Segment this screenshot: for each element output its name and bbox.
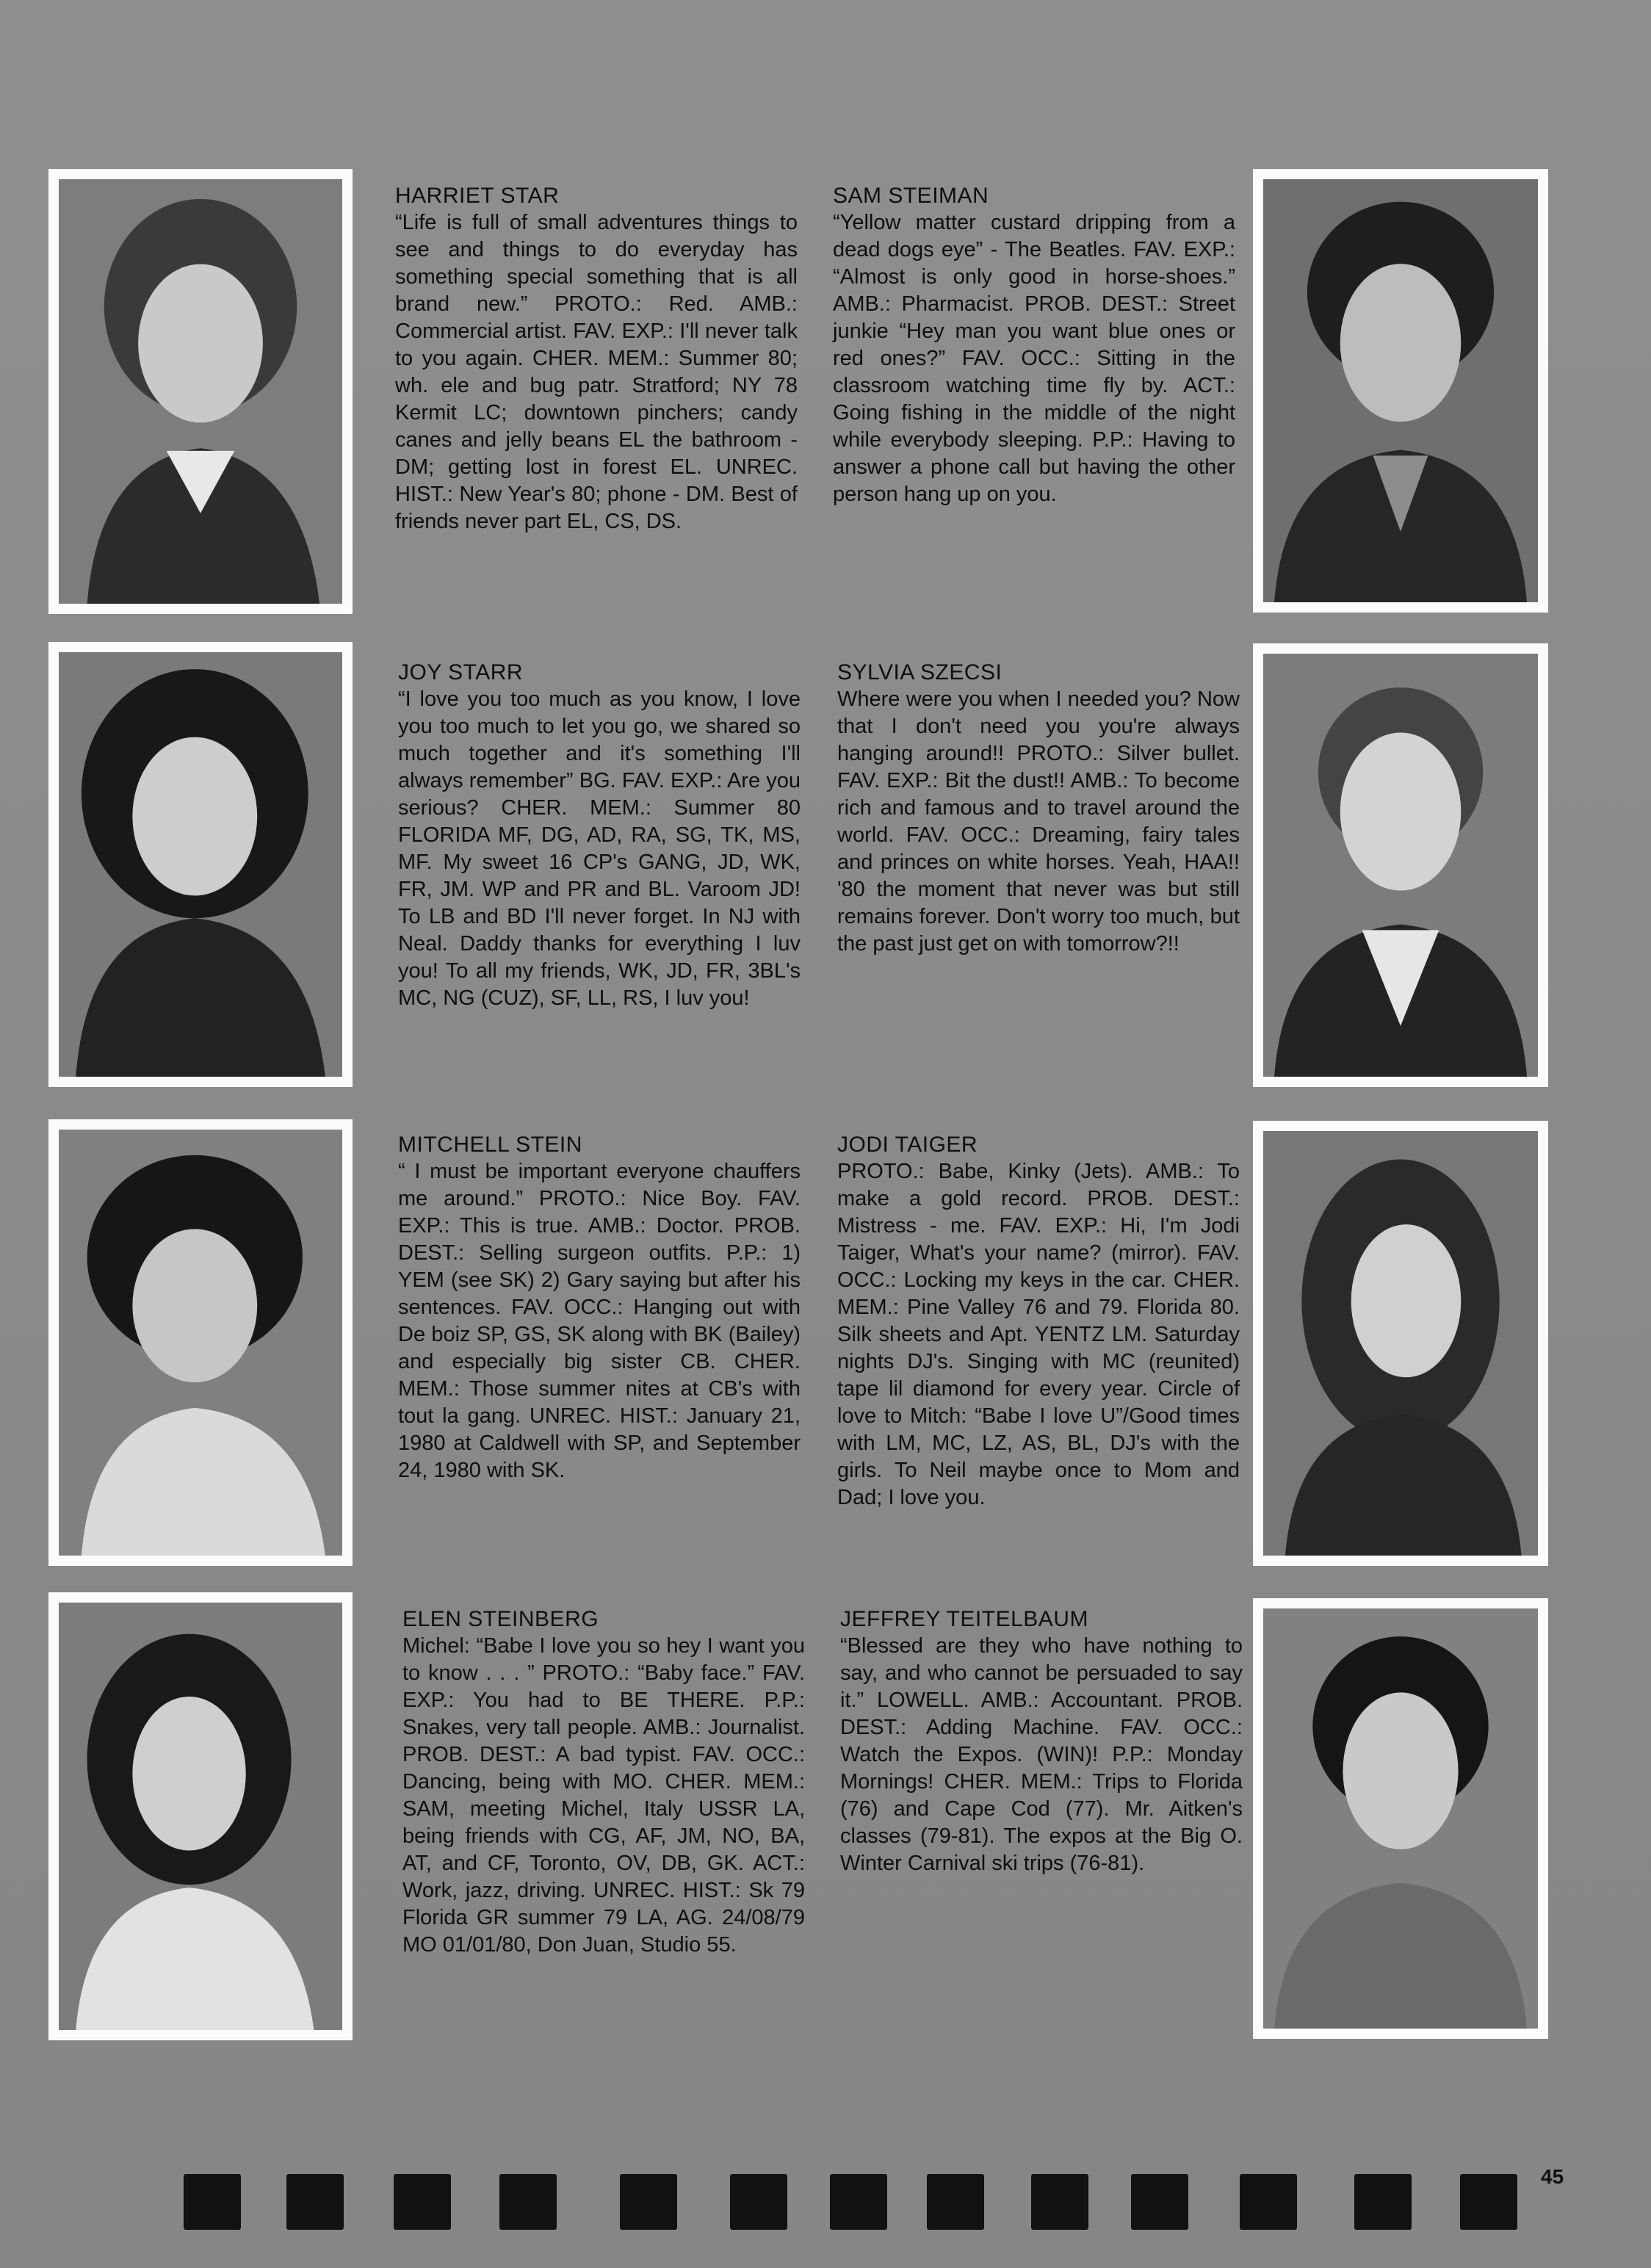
filmstrip-square <box>620 2174 677 2230</box>
portrait-sam-steiman <box>1253 169 1548 613</box>
filmstrip-square <box>730 2174 787 2230</box>
portrait-mitchell-stein <box>48 1119 353 1566</box>
bio-mitchell-stein <box>398 1131 801 1484</box>
student-name: JOY STARR <box>398 660 524 685</box>
portrait-jodi-taiger <box>1253 1121 1548 1566</box>
student-name: HARRIET STAR <box>395 184 560 208</box>
bio-sam-steiman <box>833 182 1235 508</box>
student-name: SYLVIA SZECSI <box>837 660 1002 685</box>
portrait-elen-steinberg <box>48 1592 353 2040</box>
filmstrip-square <box>394 2174 451 2230</box>
student-bio: “ I must be important everyone chauffers me around.” PROTO.: Nice Boy. FAV. EXP.: This is true. AMB.: Doctor. PROB. DEST.: Selling surgeon outfits. P.P.: 1) YEM (see SK) 2) Gary saying but after his sentences. FAV. OCC.: Hanging out with De boiz SP, GS, SK along with BK (Bailey) and especially big sister CB. CHER. MEM.: Those summer nites at CB's with tout la gang. UNREC. HIST.: January 21, 1980 at Caldwell with SP, and September 24, 1980 with SK. <box>398 1160 801 1482</box>
portrait-joy-starr <box>48 642 353 1087</box>
page-number: 45 <box>1541 2165 1564 2188</box>
student-bio: “I love you too much as you know, I love you too much to let you go, we shared so much together and it's something I'll always remember” BG. FAV. EXP.: Are you serious? CHER. MEM.: Summer 80 FLORIDA MF, DG, AD, RA, SG, TK, MS, MF. My sweet 16 CP's GANG, JD, WK, FR, JM. WP and PR and BL. Varoom JD! To LB and BD I'll never forget. In NJ with Neal. Daddy thanks for everything I luv you! To all my friends, WK, JD, FR, 3BL's MC, NG (CUZ), SF, LL, RS, I luv you! <box>398 687 801 1010</box>
filmstrip-border <box>184 2174 1542 2233</box>
student-bio: Michel: “Babe I love you so hey I want you to know . . . ” PROTO.: “Baby face.” FAV. EXP.: You had to BE THERE. P.P.: Snakes, very tall people. AMB.: Journalist. PROB. DEST.: A bad typist. FAV. OCC.: Dancing, being with MO. CHER. MEM.: SAM, meeting Michel, Italy USSR LA, being friends with CG, AF, JM, NO, BA, AT, and CF, Toronto, OV, DB, GK. ACT.: Work, jazz, driving. UNREC. HIST.: Sk 79 Florida GR summer 79 LA, AG. 24/08/79 MO 01/01/80, Don Juan, Studio 55. <box>402 1634 805 1957</box>
student-name: JODI TAIGER <box>837 1133 978 1157</box>
student-bio: “Life is full of small adventures things to see and things to do everyday has something special something that is all brand new.” PROTO.: Red. AMB.: Commercial artist. FAV. EXP.: I'll never talk to you again. CHER. MEM.: Summer 80; wh. ele and bug patr. Stratford; NY 78 Kermit LC; downtown pinchers; candy canes and jelly beans EL the bathroom - DM; getting lost in forest EL. UNREC. HIST.: New Year's 80; phone - DM. Best of friends never part EL, CS, DS. <box>395 211 798 533</box>
filmstrip-square <box>286 2174 344 2230</box>
bio-sylvia-szecsi <box>837 659 1240 958</box>
filmstrip-square <box>927 2174 984 2230</box>
portrait-jeffrey-teitelbaum <box>1253 1598 1548 2039</box>
student-bio: PROTO.: Babe, Kinky (Jets). AMB.: To make a gold record. PROB. DEST.: Mistress - me. FAV. EXP.: Hi, I'm Jodi Taiger, What's your name? (mirror). FAV. OCC.: Locking my keys in the car. CHER. MEM.: Pine Valley 76 and 79. Florida 80. Silk sheets and Apt. YENTZ LM. Saturday nights DJ's. Singing with MC (reunited) tape lil diamond for every year. Circle of love to Mitch: “Babe I love U”/Good times with LM, MC, LZ, AS, BL, DJ's with the girls. To Neil maybe once to Mom and Dad; I love you. <box>837 1160 1240 1509</box>
filmstrip-square <box>1031 2174 1088 2230</box>
student-name: SAM STEIMAN <box>833 184 989 208</box>
bio-jeffrey-teitelbaum <box>840 1606 1243 1877</box>
bio-joy-starr <box>398 659 801 1012</box>
filmstrip-square <box>830 2174 887 2230</box>
filmstrip-square <box>1240 2174 1297 2230</box>
portrait-harriet-star <box>48 169 353 614</box>
filmstrip-square <box>499 2174 557 2230</box>
filmstrip-square <box>1131 2174 1188 2230</box>
bio-jodi-taiger <box>837 1131 1240 1512</box>
filmstrip-square <box>1460 2174 1517 2230</box>
student-bio: “Blessed are they who have nothing to say, and who cannot be persuaded to say it.” LOWELL. AMB.: Accountant. PROB. DEST.: Adding Machine. FAV. OCC.: Watch the Expos. (WIN)! P.P.: Monday Mornings! CHER. MEM.: Trips to Florida (76) and Cape Cod (77). Mr. Aitken's classes (79-81). The expos at the Big O. Winter Carnival ski trips (76-81). <box>840 1634 1243 1875</box>
portrait-sylvia-szecsi <box>1253 643 1548 1087</box>
bio-harriet-star <box>395 182 798 535</box>
student-bio: Where were you when I needed you? Now that I don't need you you're always hanging around!! PROTO.: Silver bullet. FAV. EXP.: Bit the dust!! AMB.: To become rich and famous and to travel around the world. FAV. OCC.: Dreaming, fairy tales and princes on white horses. Yeah, HAA!! '80 the moment that never was but still remains forever. Don't worry too much, but the past just get on with tomorrow?!! <box>837 687 1240 956</box>
student-name: JEFFREY TEITELBAUM <box>840 1607 1088 1631</box>
student-name: MITCHELL STEIN <box>398 1133 582 1157</box>
filmstrip-square <box>184 2174 241 2230</box>
filmstrip-square <box>1354 2174 1412 2230</box>
bio-elen-steinberg <box>402 1606 805 1959</box>
student-bio: “Yellow matter custard dripping from a dead dogs eye” - The Beatles. FAV. EXP.: “Almost is only good in horse-shoes.” AMB.: Pharmacist. PROB. DEST.: Street junkie “Hey man you want blue ones or red ones?” FAV. OCC.: Sitting in the classroom watching time fly by. ACT.: Going fishing in the middle of the night while everybody sleeping. P.P.: Having to answer a phone call but having the other person hang up on you. <box>833 211 1235 506</box>
student-name: ELEN STEINBERG <box>402 1607 599 1631</box>
